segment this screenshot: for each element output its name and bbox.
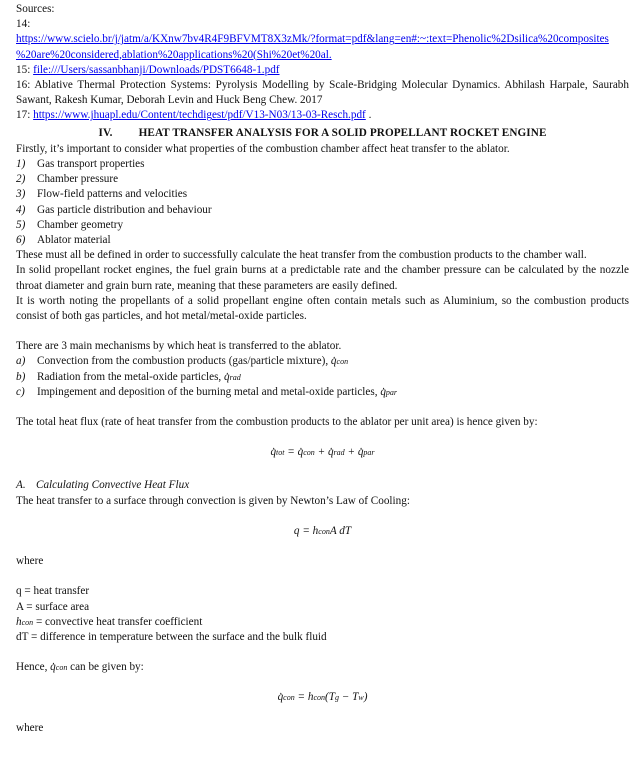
list-marker: c) [16, 385, 25, 398]
list-text: Flow-field patterns and velocities [37, 188, 188, 201]
list-item [16, 157, 629, 172]
where-label: where [16, 555, 44, 568]
definition-item: dT = difference in temperature between the surface and the bulk fluid [16, 630, 327, 643]
sources-heading: Sources: [16, 3, 55, 15]
source-16: 16: Ablative Thermal Protection Systems: Pyrolysis Modelling by Scale-Bridging Molecular Dynamics. Abhilash Harpale, Saurabh Sawant, Rakesh Kumar, Deborah Levin and Huck Beng Chew. 2017 [16, 79, 629, 107]
spacer [16, 706, 629, 721]
list-item [16, 370, 629, 385]
list-marker: 4) [16, 203, 26, 216]
list-text: Gas transport properties [37, 158, 145, 171]
subsection-marker: A. [16, 479, 26, 492]
spacer [16, 430, 629, 445]
source-17-number: 17: [16, 109, 31, 122]
definition-item: A = surface area [16, 600, 90, 613]
intro-paragraph: Firstly, it’s important to consider what properties of the combustion chamber affect heat transfer to the ablator. [16, 142, 510, 155]
paragraph-burn-rate: In solid propellant rocket engines, the fuel grain burns at a predictable rate and the chamber pressure can be calculated by the nozzle throat diameter and grain burn rate, meaning that these parameters are easily defined. [16, 264, 629, 292]
paragraph-metals: It is worth noting the propellants of a solid propellant engine often contain metals such as Aluminium, so the combustion products consist of both gas particles, and hot metal/metal-oxide particles. [16, 294, 629, 323]
list-marker: 1) [16, 158, 26, 171]
list-item [16, 385, 629, 400]
list-text: Chamber geometry [37, 218, 124, 231]
properties-list [16, 157, 629, 248]
spacer [16, 324, 629, 339]
spacer [16, 569, 629, 584]
source-14-number: 14: [16, 18, 31, 31]
source-14-link-line-1[interactable]: https://www.scielo.br/j/jatm/a/KXnw7bv4R4F9BFVMT8X3zMk/?format=pdf&lang=en#:~:text=Phenolic%2Dsilica%20composites [16, 33, 609, 46]
list-item [16, 203, 629, 218]
source-14-link-line-2[interactable]: %20are%20considered,ablation%20applications%20(Shi%20et%20al. [16, 48, 332, 61]
source-15-link[interactable]: file:///Users/sassanbhanji/Downloads/PDST6648-1.pdf [33, 63, 280, 76]
source-14 [16, 32, 629, 62]
source-15 [16, 63, 629, 78]
hence-paragraph: Hence, q̇con can be given by: [16, 661, 144, 674]
total-flux-paragraph: The total heat flux (rate of heat transfer from the combustion products to the ablator per unit area) is hence given by: [16, 416, 538, 429]
list-item [16, 218, 629, 233]
list-item [16, 187, 629, 202]
subsection-heading [16, 478, 629, 493]
list-marker: 6) [16, 234, 26, 247]
list-item [16, 233, 629, 248]
spacer [16, 400, 629, 415]
mechanisms-intro: There are 3 main mechanisms by which heat is transferred to the ablator. [16, 340, 342, 353]
mechanisms-list [16, 354, 629, 400]
list-text: Impingement and deposition of the burning metal and metal-oxide particles, q̇par [37, 385, 398, 398]
list-text: Gas particle distribution and behaviour [37, 203, 212, 216]
equation-convective-flux: q̇con = hcon(Tg − Tw) [277, 691, 368, 704]
equation-newton-cooling: q = hconA dT [293, 524, 352, 537]
spacer [16, 675, 629, 690]
spacer [16, 460, 629, 475]
source-17-link[interactable]: https://www.jhuapl.edu/Content/techdigest/pdf/V13-N03/13-03-Resch.pdf [33, 109, 366, 122]
spacer [16, 539, 629, 554]
spacer [16, 645, 629, 660]
spacer [16, 509, 629, 524]
definition-item: hcon = convective heat transfer coefficient [16, 615, 203, 628]
list-marker: b) [16, 370, 26, 383]
section-number: IV. [98, 126, 113, 139]
where-label: where [16, 721, 44, 734]
equation-total-heat-flux: q̇tot = q̇con + q̇rad + q̇par [270, 446, 375, 459]
paragraph-must-be-defined: These must all be defined in order to successfully calculate the heat transfer from the combustion products to the chamber wall. [16, 249, 587, 262]
list-item [16, 354, 629, 369]
list-text: Chamber pressure [37, 173, 119, 186]
section-heading [16, 126, 629, 141]
list-marker: 5) [16, 218, 26, 231]
source-17 [16, 108, 629, 123]
list-item [16, 172, 629, 187]
section-title: HEAT TRANSFER ANALYSIS FOR A SOLID PROPELLANT ROCKET ENGINE [138, 126, 547, 139]
newton-paragraph: The heat transfer to a surface through convection is given by Newton’s Law of Cooling: [16, 494, 410, 507]
definition-item: q = heat transfer [16, 585, 90, 598]
source-17-period: . [368, 109, 372, 122]
list-text: Convection from the combustion products (gas/particle mixture), q̇con [37, 355, 349, 368]
list-text: Ablator material [37, 234, 111, 247]
source-15-number: 15: [16, 63, 31, 76]
subsection-title: Calculating Convective Heat Flux [36, 479, 190, 492]
list-marker: 2) [16, 173, 26, 186]
list-text: Radiation from the metal-oxide particles, q̇rad [37, 370, 241, 383]
list-marker: a) [16, 355, 26, 368]
list-marker: 3) [16, 188, 26, 201]
